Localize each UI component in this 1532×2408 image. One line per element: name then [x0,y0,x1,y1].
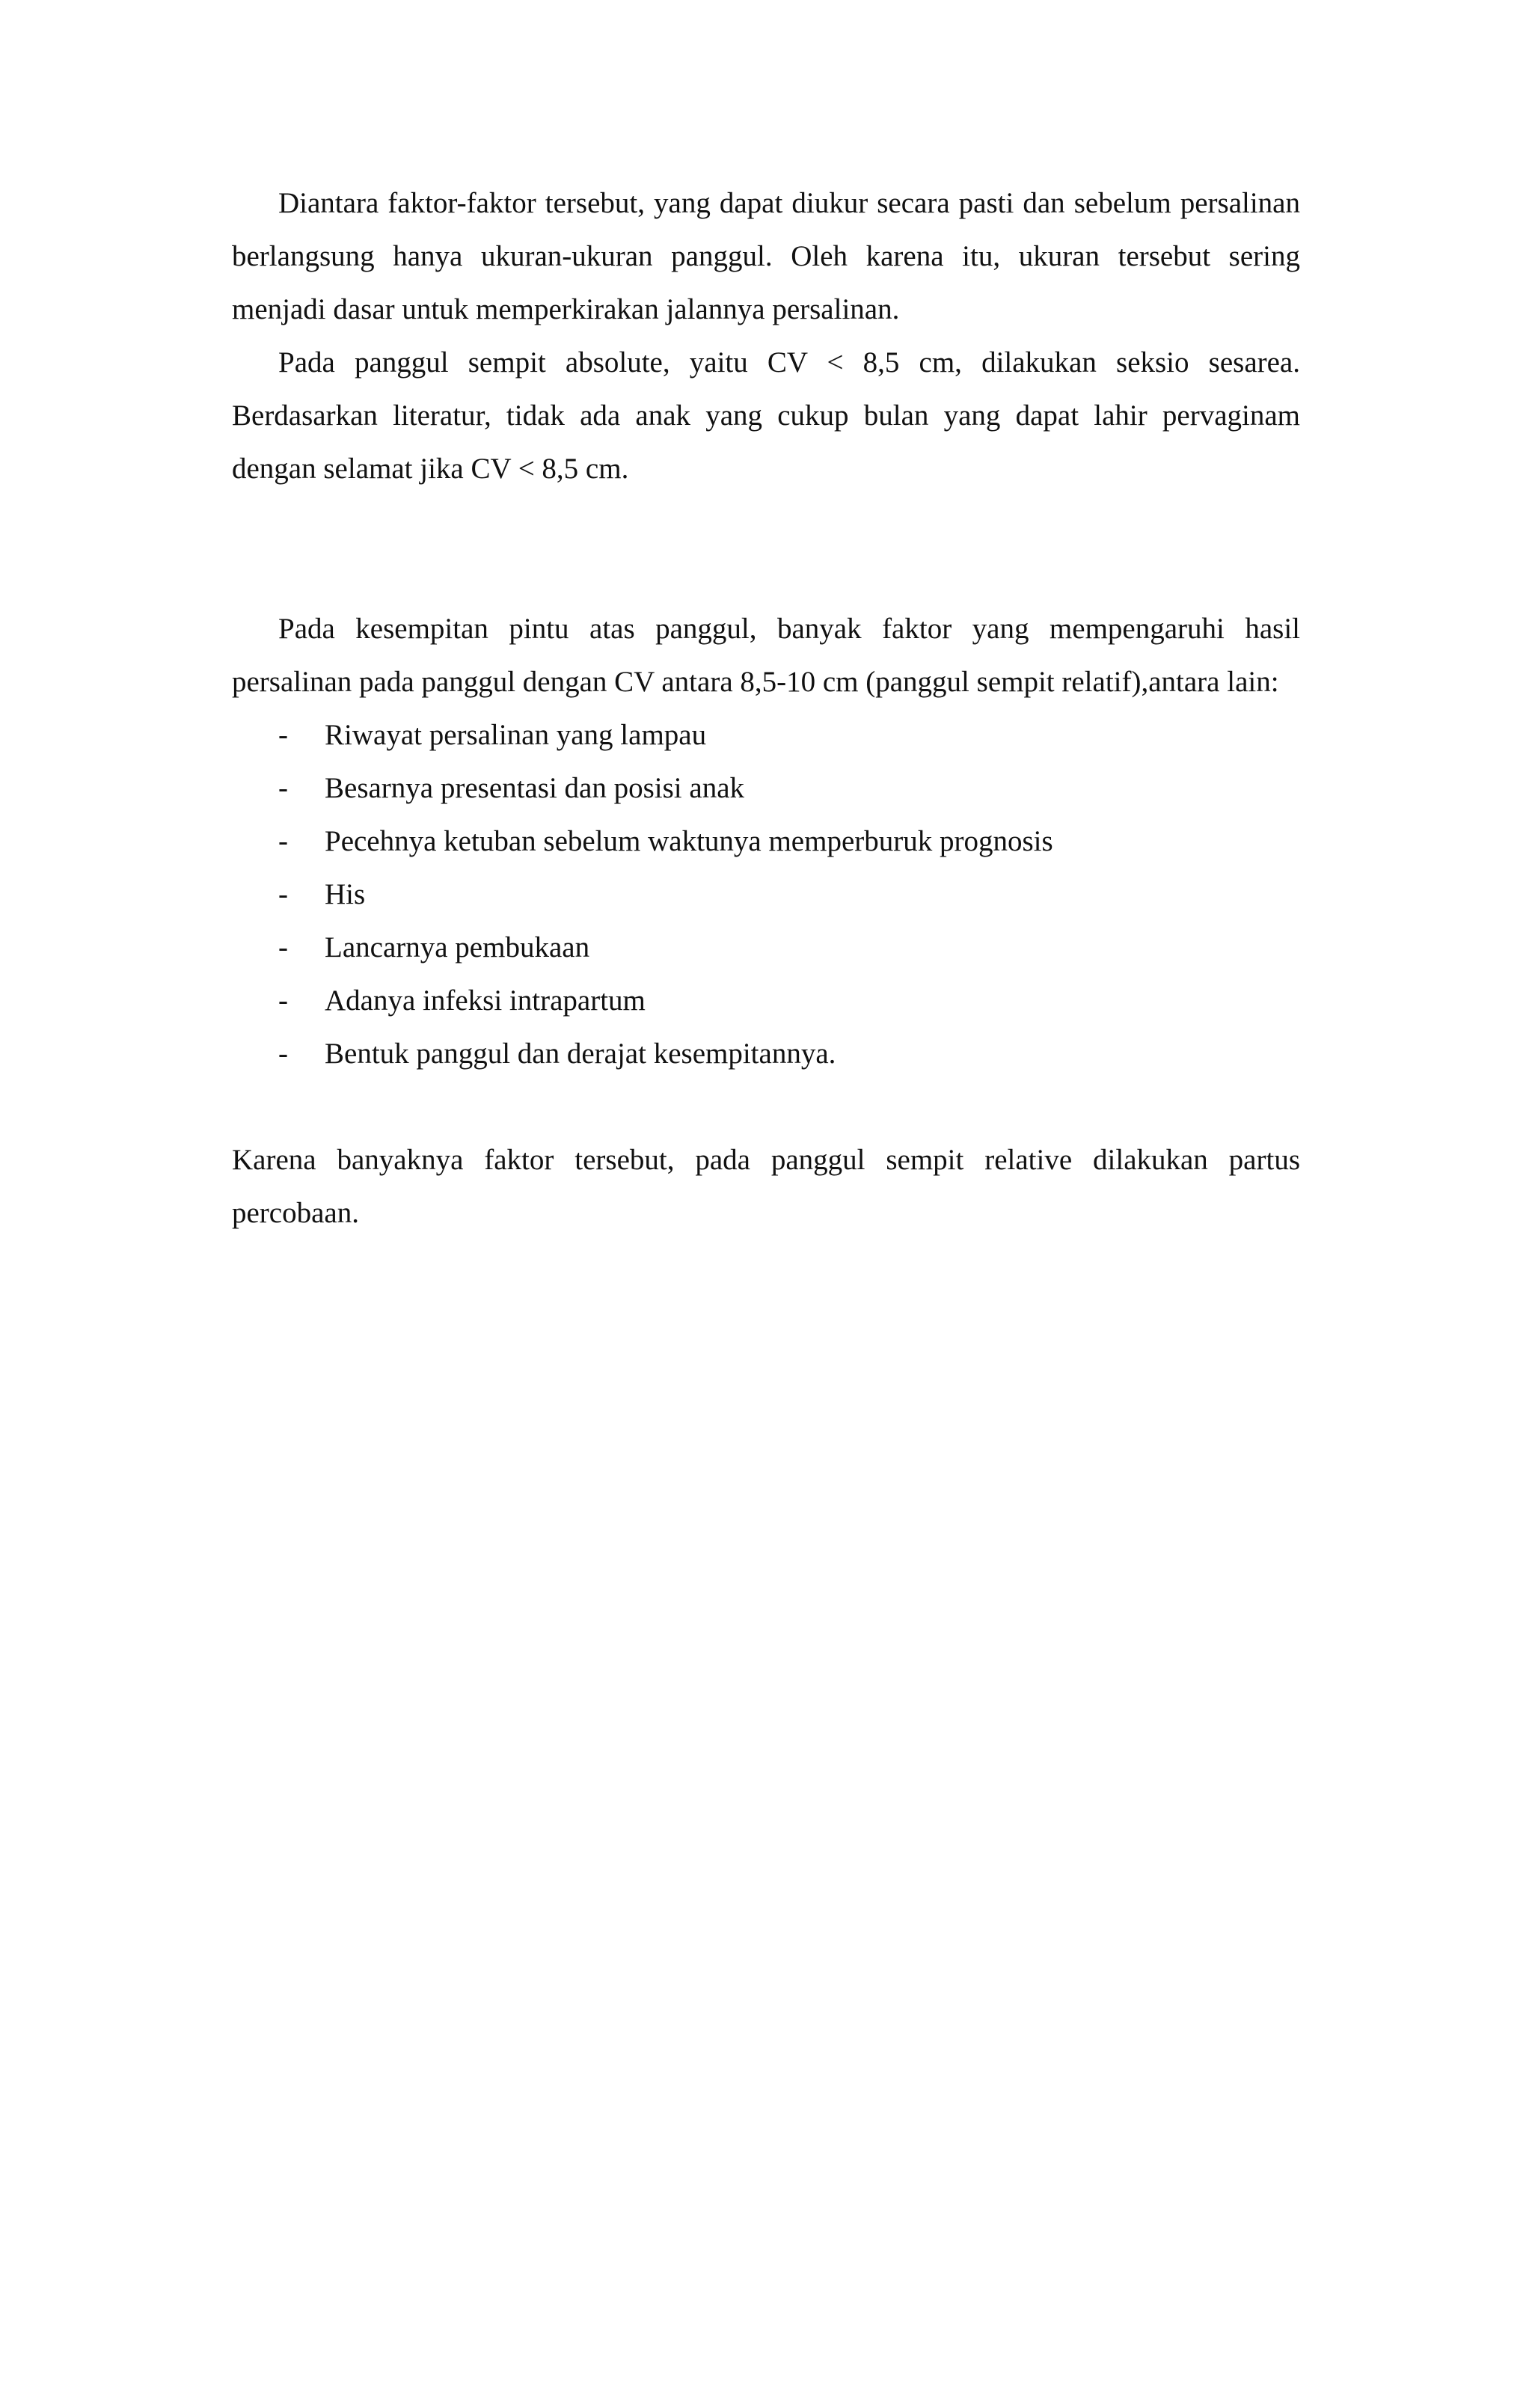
list-item [232,762,1300,815]
list-item [232,921,1300,974]
list-item-text: His [325,878,366,910]
paragraph-trial-of-labor: Karena banyaknya faktor tersebut, pada panggul sempit relative dilakukan partus percobaan. [232,1144,1300,1229]
bullet-marker: - [278,1038,288,1070]
document-page [232,177,1300,1240]
list-item-text: Lancarnya pembukaan [325,931,590,963]
section-spacer [232,495,1300,602]
paragraph-relative-narrow-pelvis: Pada kesempitan pintu atas panggul, banyak faktor yang mempengaruhi hasil persalinan pada panggul dengan CV antara 8,5-10 cm (panggul sempit relatif),antara lain: [232,613,1300,698]
section-spacer [232,1080,1300,1133]
list-item [232,815,1300,868]
list-item-text: Besarnya presentasi dan posisi anak [325,772,745,804]
list-item [232,974,1300,1027]
list-item-text: Pecehnya ketuban sebelum waktunya memperburuk prognosis [325,825,1053,857]
list-item-text: Adanya infeksi intrapartum [325,984,646,1017]
paragraph-pelvic-measurement: Diantara faktor-faktor tersebut, yang dapat diukur secara pasti dan sebelum persalinan berlangsung hanya ukuran-ukuran panggul. Oleh karena itu, ukuran tersebut sering menjadi dasar untuk memperkirakan jalannya persalinan. [232,187,1300,325]
list-item-text: Bentuk panggul dan derajat kesempitannya. [325,1038,836,1070]
bullet-marker: - [278,878,288,910]
bullet-marker: - [278,772,288,804]
list-item [232,708,1300,762]
list-item [232,1027,1300,1080]
paragraph-absolute-narrow-pelvis: Pada panggul sempit absolute, yaitu CV < 8,5 cm, dilakukan seksio sesarea. Berdasarkan literatur, tidak ada anak yang cukup bulan yang dapat lahir pervaginam dengan selamat jika CV < 8,5 cm. [232,346,1300,485]
bullet-marker: - [278,931,288,963]
bullet-marker: - [278,719,288,751]
list-item [232,868,1300,921]
bullet-marker: - [278,984,288,1017]
bullet-marker: - [278,825,288,857]
factor-list [232,708,1300,1080]
list-item-text: Riwayat persalinan yang lampau [325,719,707,751]
